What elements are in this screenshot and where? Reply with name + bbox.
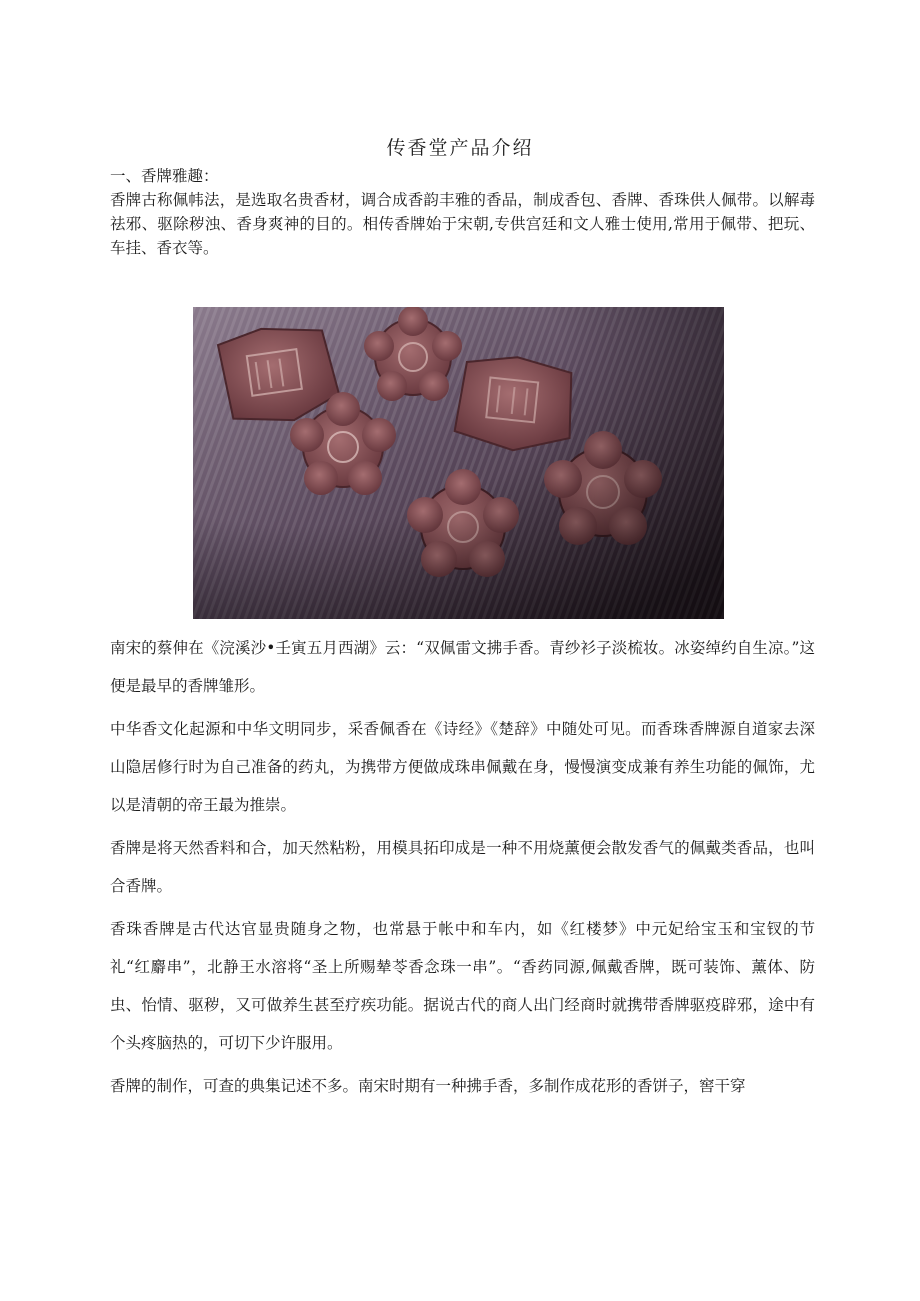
section-heading: 一、香牌雅趣： xyxy=(110,167,219,185)
paragraph: 香牌是将天然香料和合，加天然粘粉，用模具拓印成是一种不用烧薰便会散发香气的佩戴类香品，也叫合香牌。 xyxy=(110,839,815,895)
body-section xyxy=(110,629,815,1110)
paragraph: 香珠香牌是古代达官显贵随身之物，也常悬于帐中和车内，如《红楼梦》中元妃给宝玉和宝钗的节礼“红麝串”，北静王水溶将“圣上所赐辇苓香念珠一串”。“香药同源,佩戴香牌，既可装饰、薰体、防虫、怡情、驱秽，又可做养生甚至疗疾功能。据说古代的商人出门经商时就携带香牌驱疫辟邪，途中有个头疼脑热的，可切下少许服用。 xyxy=(110,920,815,1052)
intro-section xyxy=(110,164,815,260)
paragraph: 香牌的制作，可查的典集记述不多。南宋时期有一种拂手香，多制作成花形的香饼子，窖干穿 xyxy=(110,1077,746,1095)
paragraph: 南宋的蔡伸在《浣溪沙•壬寅五月西湖》云：“双佩雷文拂手香。青纱衫子淡梳妆。冰姿绰约自生凉。”这便是最早的香牌雏形。 xyxy=(110,639,815,695)
paragraph: 中华香文化起源和中华文明同步，采香佩香在《诗经》《楚辞》中随处可见。而香珠香牌源自道家去深山隐居修行时为自己准备的药丸，为携带方便做成珠串佩戴在身，慢慢演变成兼有养生功能的佩饰，尤以是清朝的帝王最为推崇。 xyxy=(110,720,815,814)
incense-tablets-photo xyxy=(193,307,724,619)
page-title: 传香堂产品介绍 xyxy=(386,137,534,159)
intro-paragraph: 香牌古称佩帏法，是选取名贵香材，调合成香韵丰雅的香品，制成香包、香牌、香珠供人佩带。以解毒祛邪、驱除秽浊、香身爽神的目的。相传香牌始于宋朝,专供宫廷和文人雅士使用,常用于佩带、把玩、车挂、香衣等。 xyxy=(110,191,815,257)
